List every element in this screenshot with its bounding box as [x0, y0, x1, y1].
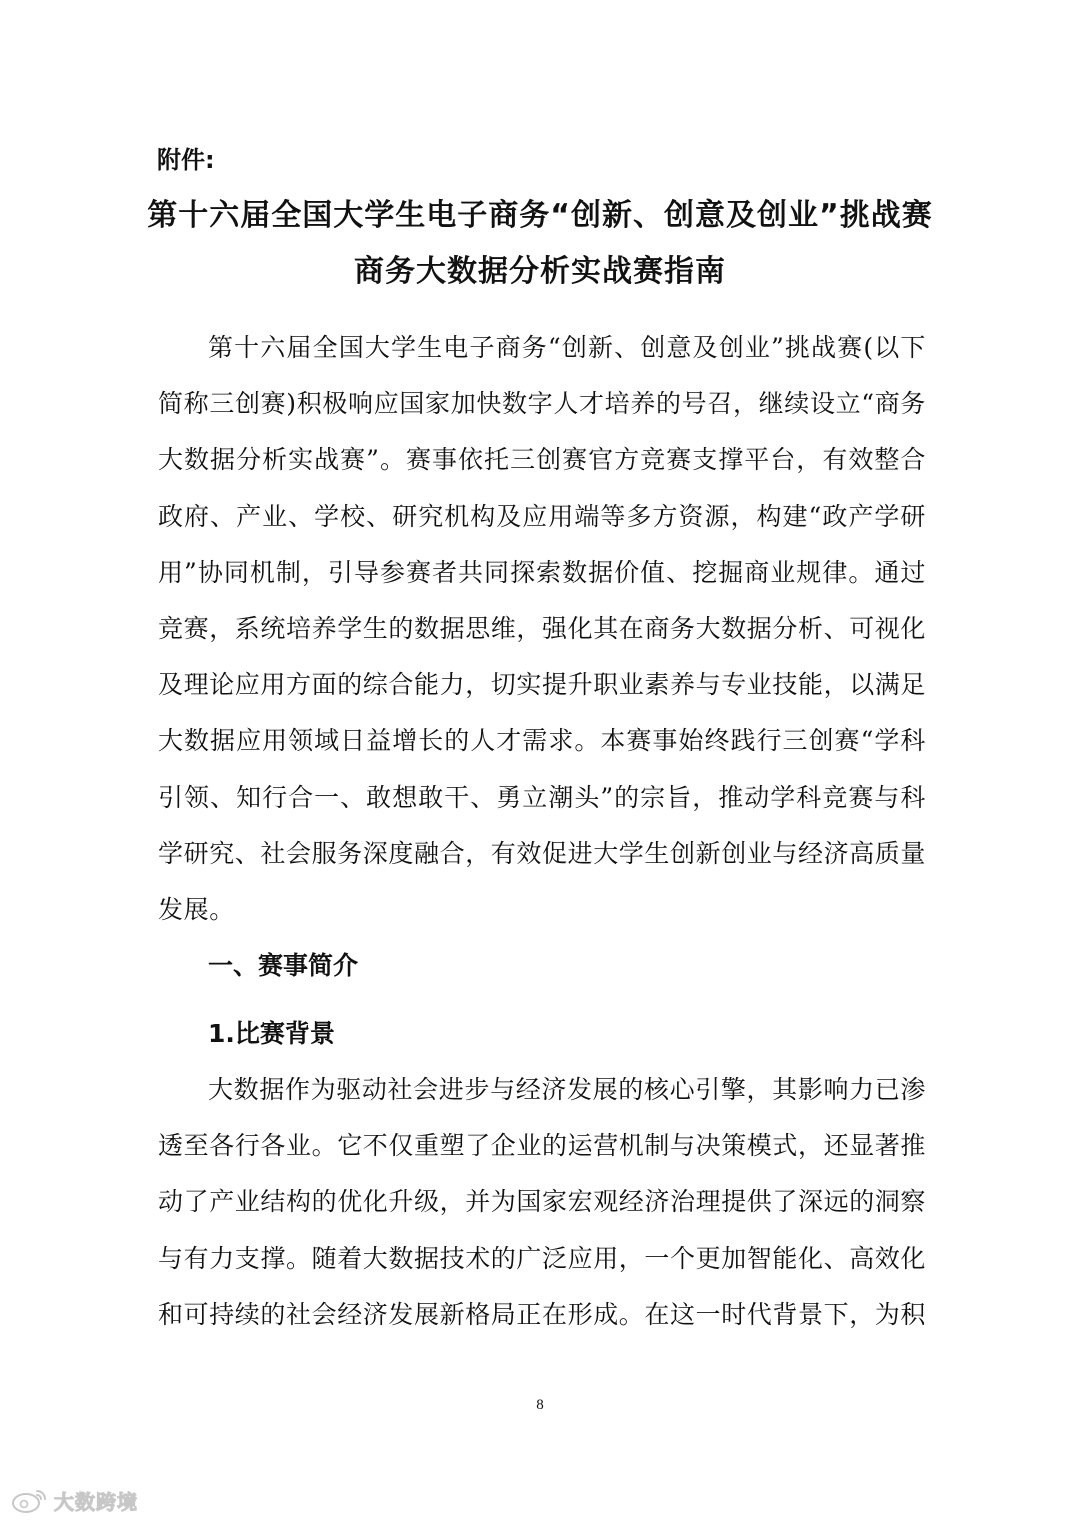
document-title-line-2: 商务大数据分析实战赛指南 [354, 254, 726, 289]
subsection-heading: 1.比赛背景 [208, 1019, 335, 1048]
intro-paragraph: 第十六届全国大学生电子商务“创新、创意及创业”挑战赛(以下简称三创赛)积极响应国家加快数字人才培养的号召，继续设立“商务大数据分析实战赛”。赛事依托三创赛官方竞赛支撑平台，有效整合政府、产业、学校、研究机构及应用端等多方资源，构建“政产学研用”协同机制，引导参赛者共同探索数据价值、挖掘商业规律。通过竞赛，系统培养学生的数据思维，强化其在商务大数据分析、可视化及理论应用方面的综合能力，切实提升职业素养与专业技能，以满足大数据应用领域日益增长的人才需求。本赛事始终践行三创赛“学科引领、知行合一、敢想敢干、勇立潮头”的宗旨，推动学科竞赛与科学研究、社会服务深度融合，有效促进大学生创新创业与经济高质量发展。 [158, 333, 927, 925]
attachment-label: 附件: [157, 146, 215, 174]
document-title-line-1: 第十六届全国大学生电子商务“创新、创意及创业”挑战赛 [147, 198, 933, 233]
background-paragraph: 大数据作为驱动社会进步与经济发展的核心引擎，其影响力已渗透至各行各业。它不仅重塑了企业的运营机制与决策模式，还显著推动了产业结构的优化升级，并为国家宏观经济治理提供了深远的洞察与有力支撑。随着大数据技术的广泛应用，一个更加智能化、高效化和可持续的社会经济发展新格局正在形成。在这一时代背景下，为积 [158, 1075, 927, 1329]
watermark-text: 大数跨境 [54, 1489, 138, 1514]
watermark [10, 1483, 138, 1517]
weibo-logo-icon [10, 1485, 50, 1515]
section-heading: 一、赛事简介 [208, 951, 359, 980]
page-number: 8 [536, 1397, 544, 1413]
